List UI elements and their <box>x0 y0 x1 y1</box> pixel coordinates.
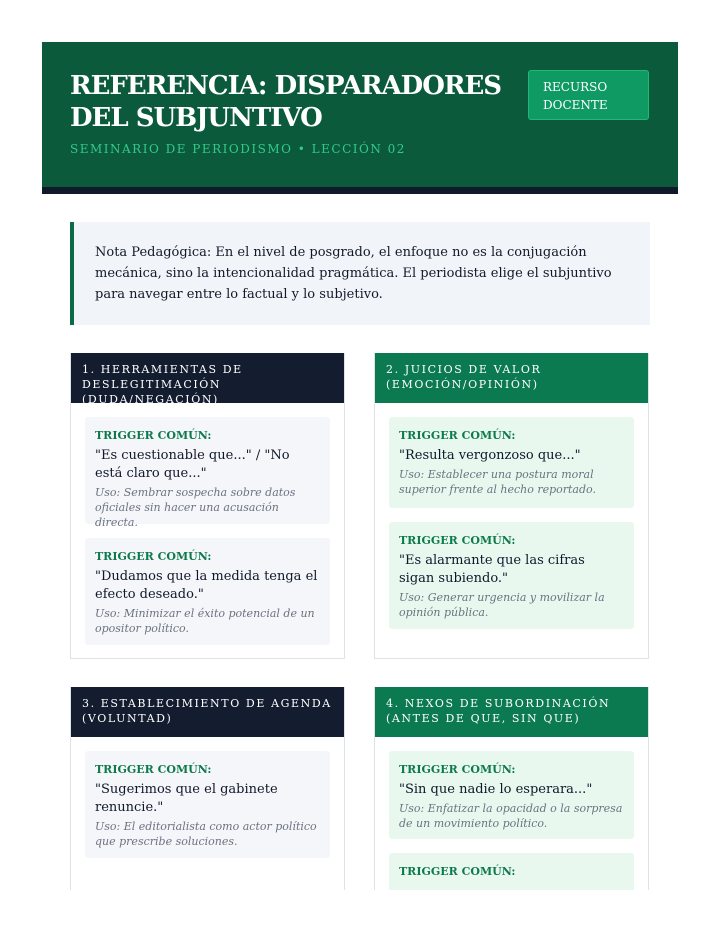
trigger-label: TRIGGER COMÚN: <box>95 763 212 776</box>
trigger-item <box>85 538 330 645</box>
trigger-item <box>389 417 634 508</box>
trigger-usage: Uso: Sembrar sospecha sobre datos oficiales sin hacer una acusación directa. <box>95 486 296 529</box>
card-title: 2. JUICIOS DE VALOR (EMOCIÓN/OPINIÓN) <box>375 353 648 403</box>
trigger-label: TRIGGER COMÚN: <box>399 534 516 547</box>
trigger-item <box>85 751 330 858</box>
page-subtitle: SEMINARIO DE PERIODISMO • LECCIÓN 02 <box>70 142 406 156</box>
card-agenda-setting <box>70 687 345 907</box>
trigger-label: TRIGGER COMÚN: <box>399 429 516 442</box>
trigger-usage: Uso: El editorialista como actor político que prescribe soluciones. <box>95 820 317 848</box>
card-delegitimation <box>70 353 345 659</box>
trigger-quote: "Sin que nadie lo esperara..." <box>399 782 593 797</box>
trigger-quote: "Dudamos que la medida tenga el efecto deseado." <box>95 569 318 602</box>
trigger-label: TRIGGER COMÚN: <box>95 429 212 442</box>
trigger-item <box>389 522 634 629</box>
trigger-quote: "Resulta vergonzoso que..." <box>399 448 581 463</box>
card-subordination-links <box>374 687 649 907</box>
card-title: 3. ESTABLECIMIENTO DE AGENDA (VOLUNTAD) <box>71 687 344 737</box>
trigger-usage: Uso: Generar urgencia y movilizar la opinión pública. <box>399 591 605 619</box>
card-value-judgments <box>374 353 649 659</box>
trigger-usage: Uso: Minimizar el éxito potencial de un opositor político. <box>95 607 315 635</box>
resource-badge: RECURSO DOCENTE <box>528 70 649 120</box>
trigger-item <box>389 751 634 839</box>
trigger-quote: "Es alarmante que las cifras sigan subiendo." <box>399 553 585 586</box>
trigger-label: TRIGGER COMÚN: <box>399 865 516 878</box>
trigger-quote: "Es cuestionable que..." / "No está claro que..." <box>95 448 290 481</box>
page-header <box>42 42 678 194</box>
card-title: 1. HERRAMIENTAS DE DESLEGITIMACIÓN (DUDA/NEGACIÓN) <box>71 353 344 403</box>
trigger-usage: Uso: Enfatizar la opacidad o la sorpresa de un movimiento político. <box>399 802 623 830</box>
trigger-usage: Uso: Establecer una postura moral superior frente al hecho reportado. <box>399 468 596 496</box>
pedagogical-note: Nota Pedagógica: En el nivel de posgrado, el enfoque no es la conjugación mecánica, sino la intencionalidad pragmática. El periodista elige el subjuntivo para navegar entre lo factual y lo subjetivo. <box>70 222 650 325</box>
page-bottom-edge <box>0 890 720 932</box>
trigger-label: TRIGGER COMÚN: <box>95 550 212 563</box>
trigger-quote: "Sugerimos que el gabinete renuncie." <box>95 782 278 815</box>
trigger-label: TRIGGER COMÚN: <box>399 763 516 776</box>
trigger-item <box>85 417 330 529</box>
card-title: 4. NEXOS DE SUBORDINACIÓN (ANTES DE QUE, SIN QUE) <box>375 687 648 737</box>
page-title: REFERENCIA: DISPARADORES DEL SUBJUNTIVO <box>70 71 502 133</box>
